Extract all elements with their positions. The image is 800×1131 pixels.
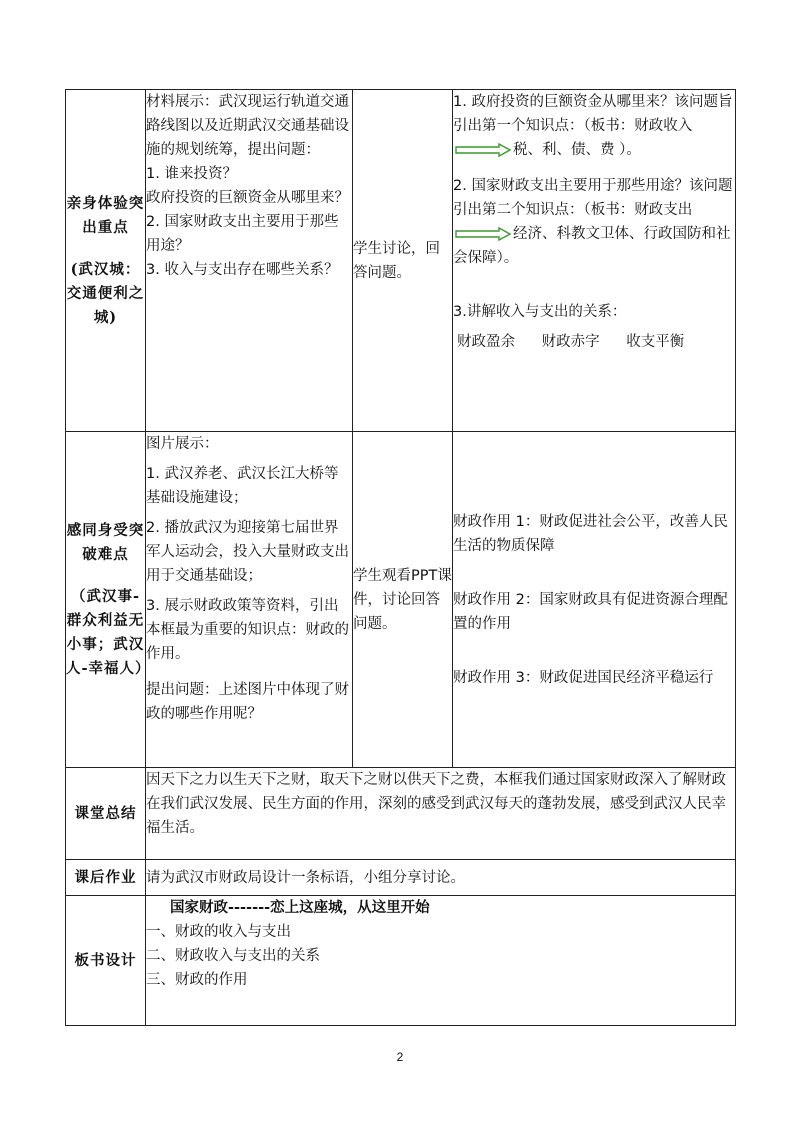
row2-question: 提出问题：上述图片中体现了财政的哪些作用呢？ <box>146 682 349 722</box>
row3-label: 课堂总结 <box>66 768 146 860</box>
role-3: 财政作用 3：财政促进国民经济平稳运行 <box>453 669 714 686</box>
point-1: 1. 政府投资的巨额资金从哪里来？该问题旨引出第一个知识点：（板书：财政收入税、利、债、费 ）。 <box>453 94 733 158</box>
question-1-detail: 政府投资的巨额资金从哪里来？ <box>146 190 349 206</box>
question-3: 3. 收入与支出存在哪些关系？ <box>146 262 339 278</box>
row-key-points <box>66 90 736 432</box>
question-2: 2. 国家财政支出主要用于那些用途？ <box>146 214 339 254</box>
question-1: 1. 谁来投资？ <box>146 166 237 182</box>
board-title: 国家财政-------恋上这座城，从这里开始 <box>170 900 430 916</box>
row2-label-main: 感同身受突破难点 <box>66 521 145 563</box>
homework-text: 请为武汉市财政局设计一条标语，小组分享讨论。 <box>146 860 736 896</box>
row2-label-sub: （武汉事-群众利益无小事；武汉人-幸福人） <box>66 587 151 677</box>
point-2: 2. 国家财政支出主要用于那些用途？该问题引出第二个知识点：（板书：财政支出经济、科教文卫体、行政国防和社会保障）。 <box>453 178 733 266</box>
relation-terms <box>453 330 735 354</box>
row1-activity <box>146 90 353 432</box>
board-design <box>146 896 736 1026</box>
summary-text: 因天下之力以生天下之财，取天下之财以供天下之费，本框我们通过国家财政深入了解财政在我们武汉发展、民生方面的作用，深刻的感受到武汉每天的蓬勃发展，感受到武汉人民幸福生活。 <box>146 768 736 860</box>
point-3: 3.讲解收入与支出的关系： <box>453 304 627 320</box>
row1-label-main: 亲身体验突出重点 <box>66 194 145 236</box>
row2-design <box>453 432 736 768</box>
row-board <box>66 896 736 1026</box>
row4-label: 课后作业 <box>66 860 146 896</box>
term-surplus: 财政盈余 <box>457 334 515 350</box>
row2-activity <box>146 432 353 768</box>
board-line-2: 二、财政收入与支出的关系 <box>146 948 320 964</box>
row-difficulties <box>66 432 736 768</box>
row1-label-sub: (武汉城：交通便利之城) <box>66 260 145 326</box>
row1-student-text: 学生讨论，回答问题。 <box>353 240 440 281</box>
board-line-3: 三、财政的作用 <box>146 972 248 988</box>
row-homework <box>66 860 736 896</box>
role-2: 财政作用 2：国家财政具有促进资源合理配置的作用 <box>453 591 728 632</box>
row1-label <box>66 90 146 432</box>
row2-label <box>66 432 151 768</box>
role-1: 财政作用 1：财政促进社会公平，改善人民生活的物质保障 <box>453 513 728 554</box>
double-arrow-right-icon <box>455 227 511 241</box>
picture-intro: 图片展示： <box>146 436 219 452</box>
row1-design <box>453 90 736 432</box>
row2-student <box>353 432 453 768</box>
material-intro: 材料展示：武汉现运行轨道交通路线图以及近期武汉交通基础设施的规划统筹，提出问题： <box>146 94 349 158</box>
item-2: 2. 播放武汉为迎接第七届世界军人运动会，投入大量财政支出用于交通基础设； <box>146 520 349 584</box>
row5-label: 板书设计 <box>66 896 146 1026</box>
item-3: 3. 展示财政政策等资料，引出本框最为重要的知识点：财政的作用。 <box>146 598 349 662</box>
row-summary <box>66 768 736 860</box>
board-line-1: 一、财政的收入与支出 <box>146 924 291 940</box>
double-arrow-right-icon <box>455 143 511 157</box>
row2-student-text: 学生观看PPT课件，讨论回答问题。 <box>353 567 452 632</box>
term-balance: 收支平衡 <box>626 334 685 350</box>
term-deficit: 财政赤字 <box>541 334 600 350</box>
item-1: 1. 武汉养老、武汉长江大桥等基础设施建设； <box>146 466 339 506</box>
lesson-plan-table <box>65 89 736 1026</box>
row1-student <box>353 90 453 432</box>
page-number: 2 <box>396 1050 404 1064</box>
